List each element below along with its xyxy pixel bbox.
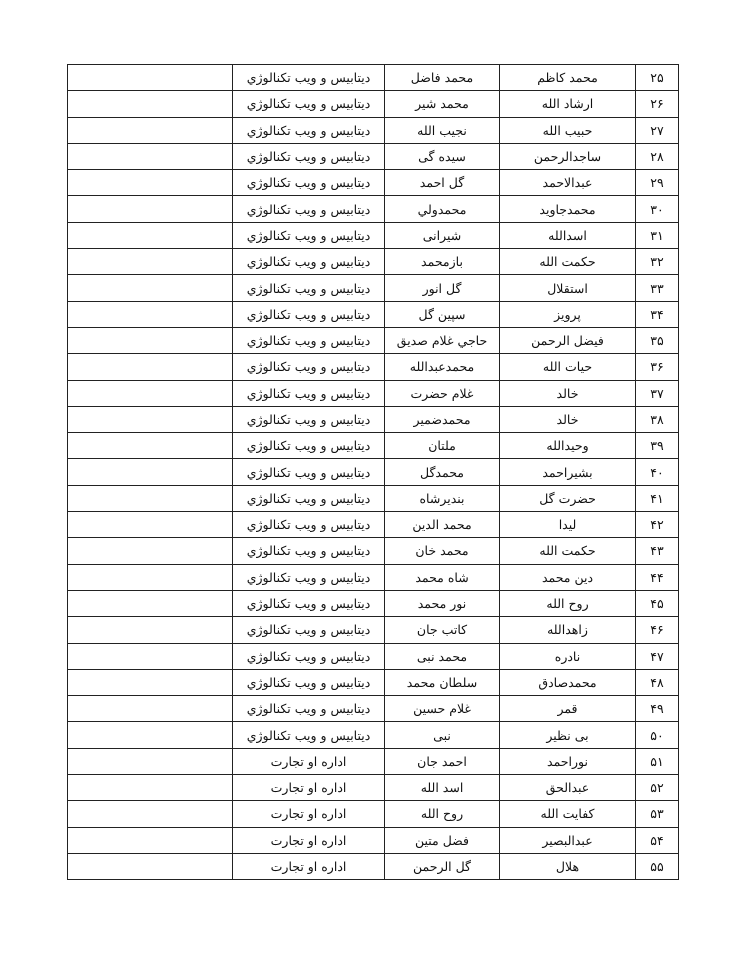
department-cell: دیتابیس و ویب تکنالوژي — [233, 485, 385, 511]
student-name-cell: عبدالاحمد — [500, 170, 636, 196]
table-row — [68, 301, 679, 327]
remarks-cell — [68, 643, 233, 669]
student-name-cell: حضرت گل — [500, 485, 636, 511]
father-name-cell: محمدولي — [385, 196, 500, 222]
table-row — [68, 406, 679, 432]
table-row — [68, 65, 679, 91]
student-name-cell: وحیدالله — [500, 433, 636, 459]
father-name-cell: روح الله — [385, 801, 500, 827]
father-name-cell: حاجي غلام صدیق — [385, 327, 500, 353]
row-number-cell: ۳۸ — [636, 406, 679, 432]
remarks-cell — [68, 117, 233, 143]
table-row — [68, 643, 679, 669]
remarks-cell — [68, 222, 233, 248]
remarks-cell — [68, 827, 233, 853]
student-name-cell: لیدا — [500, 512, 636, 538]
row-number-cell: ۴۸ — [636, 669, 679, 695]
student-name-cell: قمر — [500, 696, 636, 722]
student-name-cell: بشیراحمد — [500, 459, 636, 485]
table-row — [68, 801, 679, 827]
department-cell: دیتابیس و ویب تکنالوژي — [233, 196, 385, 222]
remarks-cell — [68, 249, 233, 275]
remarks-cell — [68, 775, 233, 801]
remarks-cell — [68, 380, 233, 406]
row-number-cell: ۳۷ — [636, 380, 679, 406]
row-number-cell: ۴۶ — [636, 617, 679, 643]
student-name-cell: عبدالحق — [500, 775, 636, 801]
table-row — [68, 669, 679, 695]
department-cell: دیتابیس و ویب تکنالوژي — [233, 722, 385, 748]
remarks-cell — [68, 301, 233, 327]
student-name-cell: کفایت الله — [500, 801, 636, 827]
remarks-cell — [68, 617, 233, 643]
department-cell: دیتابیس و ویب تکنالوژي — [233, 65, 385, 91]
father-name-cell: نور محمد — [385, 590, 500, 616]
remarks-cell — [68, 459, 233, 485]
father-name-cell: شاه محمد — [385, 564, 500, 590]
remarks-cell — [68, 538, 233, 564]
remarks-cell — [68, 275, 233, 301]
department-cell: دیتابیس و ویب تکنالوژي — [233, 327, 385, 353]
father-name-cell: فضل متین — [385, 827, 500, 853]
row-number-cell: ۳۲ — [636, 249, 679, 275]
remarks-cell — [68, 853, 233, 879]
table-row — [68, 590, 679, 616]
table-row — [68, 275, 679, 301]
father-name-cell: محمدضمیر — [385, 406, 500, 432]
department-cell: دیتابیس و ویب تکنالوژي — [233, 117, 385, 143]
table-row — [68, 170, 679, 196]
row-number-cell: ۳۶ — [636, 354, 679, 380]
department-cell: اداره او تجارت — [233, 801, 385, 827]
father-name-cell: محمد فاضل — [385, 65, 500, 91]
row-number-cell: ۴۹ — [636, 696, 679, 722]
table-row — [68, 485, 679, 511]
student-name-cell: حبیب الله — [500, 117, 636, 143]
student-name-cell: ارشاد الله — [500, 91, 636, 117]
department-cell: دیتابیس و ویب تکنالوژي — [233, 564, 385, 590]
department-cell: دیتابیس و ویب تکنالوژي — [233, 459, 385, 485]
row-number-cell: ۵۱ — [636, 748, 679, 774]
student-name-cell: پرویز — [500, 301, 636, 327]
student-name-cell: حیات الله — [500, 354, 636, 380]
father-name-cell: محمدعبدالله — [385, 354, 500, 380]
department-cell: دیتابیس و ویب تکنالوژي — [233, 617, 385, 643]
table-row — [68, 722, 679, 748]
department-cell: اداره او تجارت — [233, 748, 385, 774]
table-row — [68, 433, 679, 459]
remarks-cell — [68, 485, 233, 511]
department-cell: دیتابیس و ویب تکنالوژي — [233, 669, 385, 695]
father-name-cell: محمد الدین — [385, 512, 500, 538]
row-number-cell: ۲۶ — [636, 91, 679, 117]
table-row — [68, 748, 679, 774]
student-name-cell: ساجدالرحمن — [500, 143, 636, 169]
student-name-cell: زاهدالله — [500, 617, 636, 643]
department-cell: دیتابیس و ویب تکنالوژي — [233, 354, 385, 380]
row-number-cell: ۵۰ — [636, 722, 679, 748]
row-number-cell: ۳۳ — [636, 275, 679, 301]
department-cell: دیتابیس و ویب تکنالوژي — [233, 91, 385, 117]
department-cell: دیتابیس و ویب تکنالوژي — [233, 696, 385, 722]
table-row — [68, 696, 679, 722]
father-name-cell: غلام حسین — [385, 696, 500, 722]
student-name-cell: محمدجاوید — [500, 196, 636, 222]
row-number-cell: ۴۰ — [636, 459, 679, 485]
table-row — [68, 775, 679, 801]
department-cell: دیتابیس و ویب تکنالوژي — [233, 222, 385, 248]
department-cell: دیتابیس و ویب تکنالوژي — [233, 538, 385, 564]
remarks-cell — [68, 512, 233, 538]
table-row — [68, 564, 679, 590]
department-cell: دیتابیس و ویب تکنالوژي — [233, 643, 385, 669]
remarks-cell — [68, 406, 233, 432]
row-number-cell: ۳۰ — [636, 196, 679, 222]
remarks-cell — [68, 170, 233, 196]
father-name-cell: سلطان محمد — [385, 669, 500, 695]
table-row — [68, 327, 679, 353]
father-name-cell: محمد شیر — [385, 91, 500, 117]
table-row — [68, 459, 679, 485]
table-row — [68, 354, 679, 380]
department-cell: دیتابیس و ویب تکنالوژي — [233, 249, 385, 275]
department-cell: دیتابیس و ویب تکنالوژي — [233, 275, 385, 301]
father-name-cell: محمد نبی — [385, 643, 500, 669]
father-name-cell: کاتب جان — [385, 617, 500, 643]
father-name-cell: گل احمد — [385, 170, 500, 196]
father-name-cell: محمدگل — [385, 459, 500, 485]
student-name-cell: بی نظیر — [500, 722, 636, 748]
father-name-cell: نبی — [385, 722, 500, 748]
row-number-cell: ۵۵ — [636, 853, 679, 879]
row-number-cell: ۳۹ — [636, 433, 679, 459]
department-cell: دیتابیس و ویب تکنالوژي — [233, 380, 385, 406]
remarks-cell — [68, 354, 233, 380]
department-cell: دیتابیس و ویب تکنالوژي — [233, 512, 385, 538]
student-name-cell: محمد کاظم — [500, 65, 636, 91]
table-row — [68, 538, 679, 564]
row-number-cell: ۲۹ — [636, 170, 679, 196]
father-name-cell: نجیب الله — [385, 117, 500, 143]
remarks-cell — [68, 91, 233, 117]
department-cell: دیتابیس و ویب تکنالوژي — [233, 433, 385, 459]
father-name-cell: ملتان — [385, 433, 500, 459]
table-row — [68, 196, 679, 222]
table-row — [68, 853, 679, 879]
remarks-cell — [68, 65, 233, 91]
student-list-table — [67, 64, 679, 880]
father-name-cell: اسد الله — [385, 775, 500, 801]
table-row — [68, 143, 679, 169]
remarks-cell — [68, 433, 233, 459]
table-row — [68, 222, 679, 248]
row-number-cell: ۴۱ — [636, 485, 679, 511]
student-name-cell: روح الله — [500, 590, 636, 616]
father-name-cell: شیرانی — [385, 222, 500, 248]
student-name-cell: خالد — [500, 380, 636, 406]
row-number-cell: ۴۴ — [636, 564, 679, 590]
department-cell: دیتابیس و ویب تکنالوژي — [233, 170, 385, 196]
student-name-cell: نوراحمد — [500, 748, 636, 774]
row-number-cell: ۴۵ — [636, 590, 679, 616]
student-name-cell: فیضل الرحمن — [500, 327, 636, 353]
department-cell: اداره او تجارت — [233, 827, 385, 853]
student-name-cell: نادره — [500, 643, 636, 669]
row-number-cell: ۵۲ — [636, 775, 679, 801]
row-number-cell: ۴۲ — [636, 512, 679, 538]
row-number-cell: ۲۸ — [636, 143, 679, 169]
student-name-cell: حکمت الله — [500, 249, 636, 275]
table-row — [68, 512, 679, 538]
father-name-cell: گل انور — [385, 275, 500, 301]
remarks-cell — [68, 801, 233, 827]
father-name-cell: بازمحمد — [385, 249, 500, 275]
table-row — [68, 380, 679, 406]
student-name-cell: عبدالبصیر — [500, 827, 636, 853]
row-number-cell: ۳۴ — [636, 301, 679, 327]
remarks-cell — [68, 590, 233, 616]
table-row — [68, 827, 679, 853]
father-name-cell: غلام حضرت — [385, 380, 500, 406]
student-name-cell: محمدصادق — [500, 669, 636, 695]
table-body — [68, 65, 679, 880]
table-row — [68, 117, 679, 143]
father-name-cell: سپین گل — [385, 301, 500, 327]
row-number-cell: ۵۳ — [636, 801, 679, 827]
row-number-cell: ۴۷ — [636, 643, 679, 669]
student-name-cell: استقلال — [500, 275, 636, 301]
department-cell: اداره او تجارت — [233, 775, 385, 801]
father-name-cell: احمد جان — [385, 748, 500, 774]
father-name-cell: بندیرشاه — [385, 485, 500, 511]
row-number-cell: ۲۷ — [636, 117, 679, 143]
table-row — [68, 617, 679, 643]
remarks-cell — [68, 143, 233, 169]
remarks-cell — [68, 196, 233, 222]
student-name-cell: حکمت الله — [500, 538, 636, 564]
row-number-cell: ۲۵ — [636, 65, 679, 91]
remarks-cell — [68, 722, 233, 748]
student-name-cell: دین محمد — [500, 564, 636, 590]
row-number-cell: ۳۱ — [636, 222, 679, 248]
department-cell: دیتابیس و ویب تکنالوژي — [233, 143, 385, 169]
student-name-cell: اسدالله — [500, 222, 636, 248]
department-cell: دیتابیس و ویب تکنالوژي — [233, 590, 385, 616]
row-number-cell: ۴۳ — [636, 538, 679, 564]
father-name-cell: سیده گی — [385, 143, 500, 169]
father-name-cell: محمد خان — [385, 538, 500, 564]
department-cell: اداره او تجارت — [233, 853, 385, 879]
father-name-cell: گل الرحمن — [385, 853, 500, 879]
row-number-cell: ۵۴ — [636, 827, 679, 853]
student-name-cell: خالد — [500, 406, 636, 432]
row-number-cell: ۳۵ — [636, 327, 679, 353]
table-row — [68, 249, 679, 275]
remarks-cell — [68, 669, 233, 695]
student-name-cell: هلال — [500, 853, 636, 879]
remarks-cell — [68, 748, 233, 774]
table-row — [68, 91, 679, 117]
remarks-cell — [68, 564, 233, 590]
remarks-cell — [68, 327, 233, 353]
remarks-cell — [68, 696, 233, 722]
department-cell: دیتابیس و ویب تکنالوژي — [233, 301, 385, 327]
department-cell: دیتابیس و ویب تکنالوژي — [233, 406, 385, 432]
